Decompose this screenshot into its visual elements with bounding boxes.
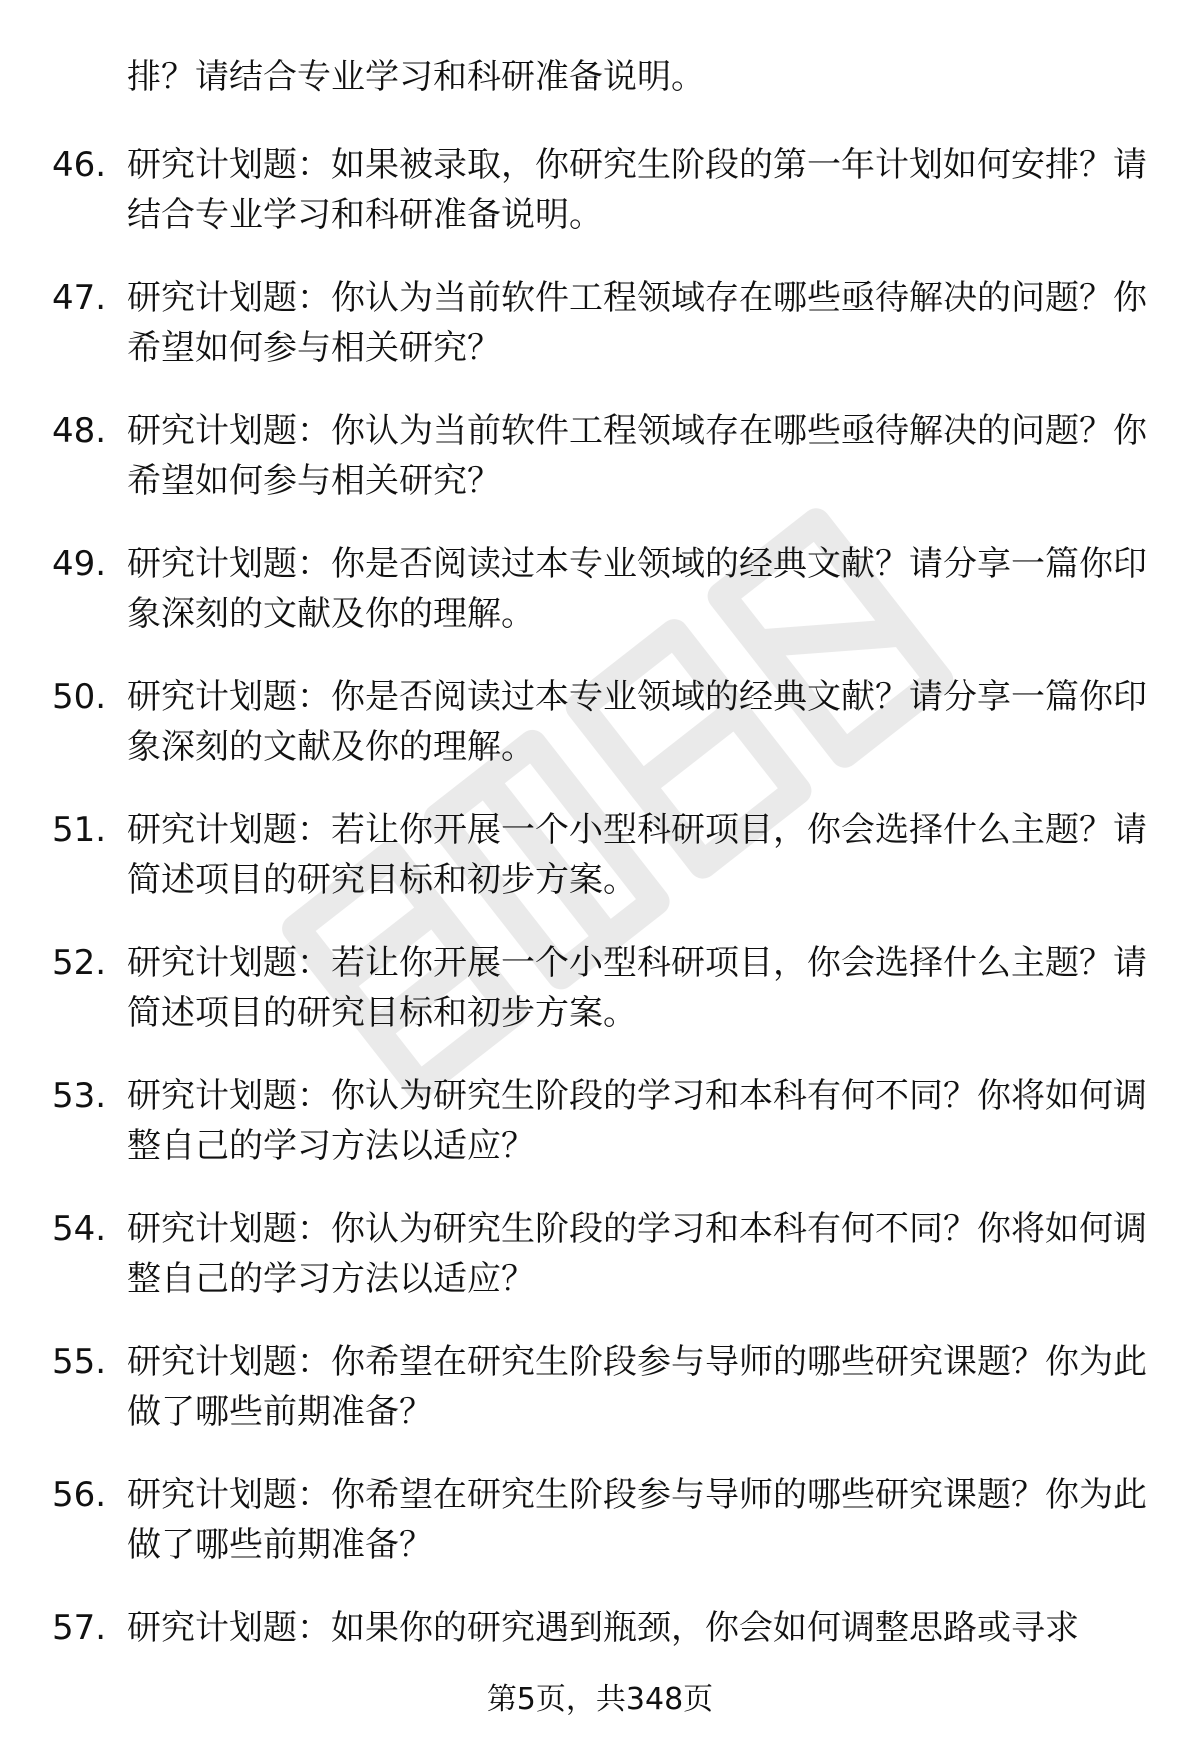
question-text: 研究计划题：你是否阅读过本专业领域的经典文献？请分享一篇你印象深刻的文献及你的理解。 xyxy=(127,544,1147,634)
question-item xyxy=(52,672,1152,772)
question-text: 研究计划题：若让你开展一个小型科研项目，你会选择什么主题？请简述项目的研究目标和初步方案。 xyxy=(127,943,1147,1033)
question-text: 研究计划题：你认为当前软件工程领域存在哪些亟待解决的问题？你希望如何参与相关研究？ xyxy=(127,278,1147,368)
question-item xyxy=(52,273,1152,373)
question-item xyxy=(52,1204,1152,1304)
question-number: 54. xyxy=(52,1209,107,1249)
question-number: 48. xyxy=(52,411,107,451)
question-item xyxy=(52,805,1152,905)
question-number: 55. xyxy=(52,1342,107,1382)
question-text: 研究计划题：若让你开展一个小型科研项目，你会选择什么主题？请简述项目的研究目标和初步方案。 xyxy=(127,810,1147,900)
question-number: 56. xyxy=(52,1475,107,1515)
question-number: 50. xyxy=(52,677,107,717)
question-item xyxy=(52,140,1152,240)
question-text: 研究计划题：如果被录取，你研究生阶段的第一年计划如何安排？请结合专业学习和科研准备说明。 xyxy=(127,145,1147,235)
question-number: 51. xyxy=(52,810,107,850)
question-text: 研究计划题：你希望在研究生阶段参与导师的哪些研究课题？你为此做了哪些前期准备？ xyxy=(127,1342,1147,1432)
question-text: 研究计划题：你认为研究生阶段的学习和本科有何不同？你将如何调整自己的学习方法以适应？ xyxy=(127,1076,1147,1166)
question-number: 46. xyxy=(52,145,107,185)
page-footer: 第5页，共348页 xyxy=(486,1682,714,1717)
question-text: 研究计划题：如果你的研究遇到瓶颈，你会如何调整思路或寻求 xyxy=(127,1608,1079,1648)
question-text: 研究计划题：你认为研究生阶段的学习和本科有何不同？你将如何调整自己的学习方法以适应？ xyxy=(127,1209,1147,1299)
question-text: 研究计划题：你希望在研究生阶段参与导师的哪些研究课题？你为此做了哪些前期准备？ xyxy=(127,1475,1147,1565)
question-item xyxy=(52,1603,1152,1653)
question-item xyxy=(52,1071,1152,1171)
question-text: 研究计划题：你认为当前软件工程领域存在哪些亟待解决的问题？你希望如何参与相关研究？ xyxy=(127,411,1147,501)
question-text: 研究计划题：你是否阅读过本专业领域的经典文献？请分享一篇你印象深刻的文献及你的理解。 xyxy=(127,677,1147,767)
question-number: 47. xyxy=(52,278,107,318)
question-number: 49. xyxy=(52,544,107,584)
question-number: 53. xyxy=(52,1076,107,1116)
question-item xyxy=(52,1337,1152,1437)
question-number: 57. xyxy=(52,1608,107,1648)
question-item xyxy=(52,406,1152,506)
question-item xyxy=(52,938,1152,1038)
question-list xyxy=(52,52,1152,1686)
question-item xyxy=(52,539,1152,639)
question-number: 52. xyxy=(52,943,107,983)
continued-question-text: 排？请结合专业学习和科研准备说明。 xyxy=(127,57,705,97)
question-item xyxy=(52,1470,1152,1570)
